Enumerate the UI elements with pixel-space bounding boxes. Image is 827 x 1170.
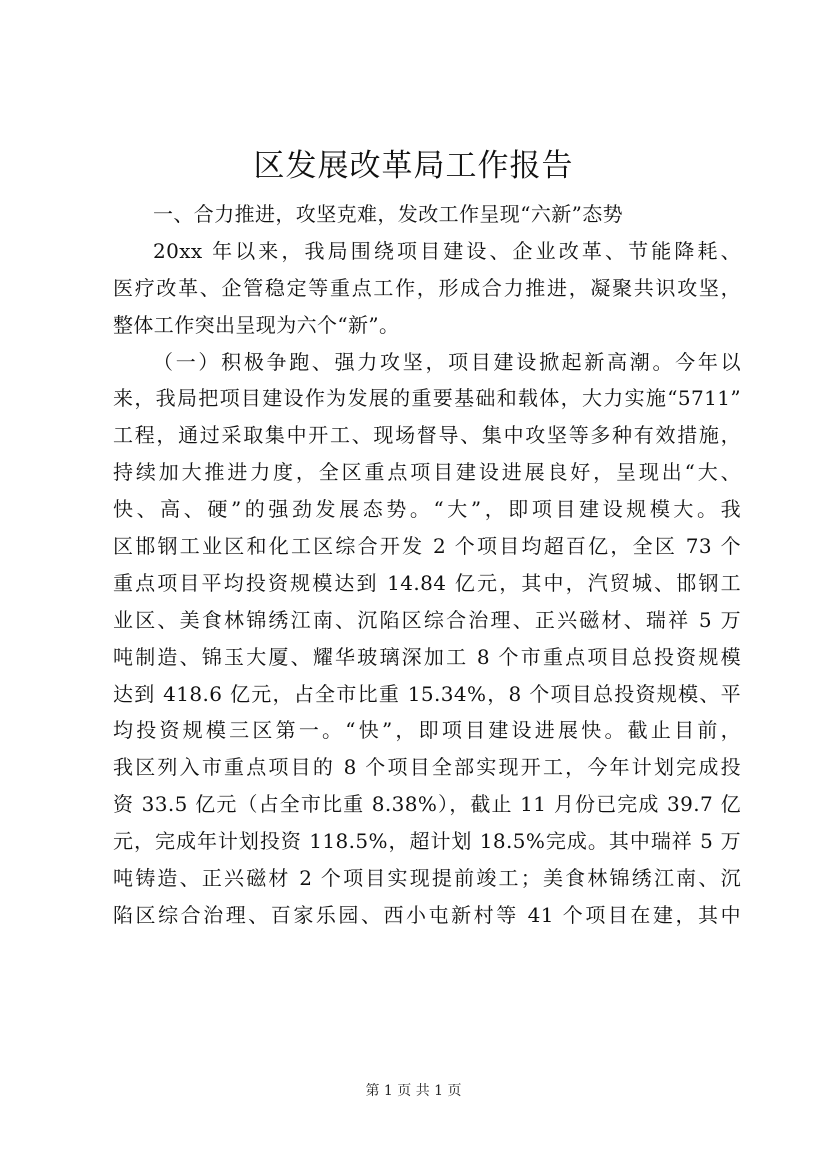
text-line: 持续加大推进力度，全区重点项目建设进展良好，呈现出“大、	[113, 460, 741, 485]
text-line: 工程，通过采取集中开工、现场督导、集中攻坚等多种有效措施，	[113, 423, 741, 448]
text-line: 重点项目平均投资规模达到 14.84 亿元，其中，汽贸城、邯钢工	[113, 570, 741, 595]
text-line: 资 33.5 亿元（占全市比重 8.38%），截止 11 月份已完成 39.7 亿	[113, 792, 741, 817]
text-line: 医疗改革、企管稳定等重点工作，形成合力推进，凝聚共识攻坚，	[113, 275, 741, 300]
text-line: 吨铸造、正兴磁材 2 个项目实现提前竣工；美食林锦绣江南、沉	[113, 866, 741, 891]
text-line: 业区、美食林锦绣江南、沉陷区综合治理、正兴磁材、瑞祥 5 万	[113, 607, 741, 632]
text-line: 均投资规模三区第一。“快”，即项目建设进展快。截止目前，	[113, 718, 741, 743]
text-line: 达到 418.6 亿元，占全市比重 15.34%，8 个项目总投资规模、平	[113, 681, 741, 706]
text-line: 陷区综合治理、百家乐园、西小屯新村等 41 个项目在建，其中	[113, 902, 741, 927]
text-line: （一）积极争跑、强力攻坚，项目建设掀起新高潮。今年以	[153, 349, 741, 374]
text-line: 来，我局把项目建设作为发展的重要基础和载体，大力实施“5711”	[113, 386, 741, 411]
text-line: 20xx 年以来，我局围绕项目建设、企业改革、节能降耗、	[153, 238, 741, 263]
document-title: 区发展改革局工作报告	[253, 148, 574, 184]
text-line: 区邯钢工业区和化工区综合开发 2 个项目均超百亿，全区 73 个	[113, 534, 741, 559]
section-heading: 一、合力推进，攻坚克难，发改工作呈现“六新”态势	[153, 202, 624, 226]
text-line: 整体工作突出呈现为六个“新”。	[113, 312, 400, 337]
text-line: 吨制造、锦玉大厦、耀华玻璃深加工 8 个市重点项目总投资规模	[113, 644, 741, 669]
document-body	[113, 196, 741, 934]
text-line: 元，完成年计划投资 118.5%，超计划 18.5%完成。其中瑞祥 5 万	[113, 829, 741, 854]
page-footer: 第 1 页 共 1 页	[365, 1083, 462, 1099]
text-line: 我区列入市重点项目的 8 个项目全部实现开工，今年计划完成投	[113, 755, 741, 780]
text-line: 快、高、硬”的强劲发展态势。“大”，即项目建设规模大。我	[113, 497, 741, 522]
